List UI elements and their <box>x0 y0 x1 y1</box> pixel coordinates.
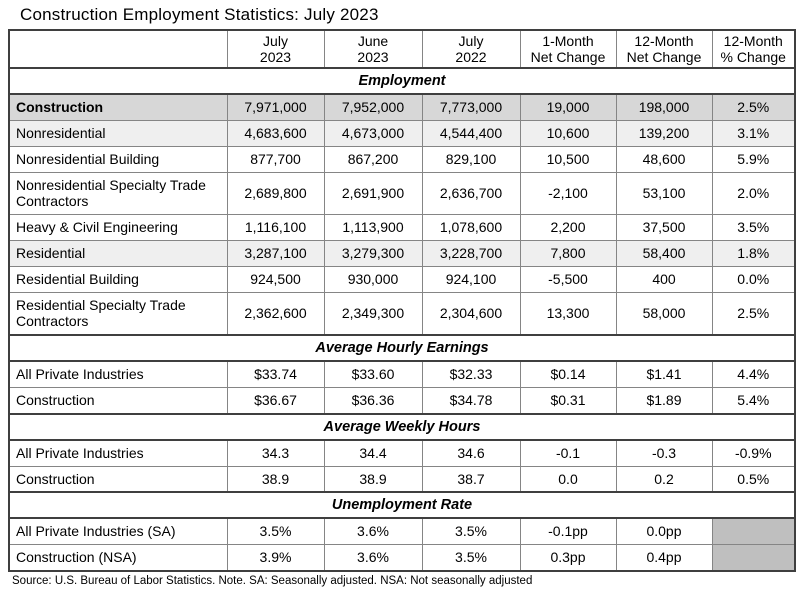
value-cell: 1,078,600 <box>422 215 520 241</box>
value-cell: $33.60 <box>324 361 422 387</box>
section-title: Unemployment Rate <box>9 492 795 518</box>
value-cell: $33.74 <box>227 361 324 387</box>
value-cell: 7,952,000 <box>324 94 422 120</box>
value-cell: 4.4% <box>712 361 795 387</box>
value-cell: 930,000 <box>324 266 422 292</box>
value-cell: 198,000 <box>616 94 712 120</box>
value-cell: 10,500 <box>520 146 616 172</box>
value-cell: 2.0% <box>712 172 795 215</box>
page-title: Construction Employment Statistics: July 2023 <box>20 5 379 24</box>
row-label: Construction <box>9 466 227 492</box>
value-cell: 1,113,900 <box>324 215 422 241</box>
column-header-row <box>9 30 795 68</box>
row-label: Residential <box>9 240 227 266</box>
value-cell: 0.0 <box>520 466 616 492</box>
row-label: Construction <box>9 387 227 413</box>
value-cell: $1.41 <box>616 361 712 387</box>
value-cell: 3.1% <box>712 120 795 146</box>
table-header <box>9 30 795 68</box>
value-cell: 34.3 <box>227 440 324 466</box>
table-row <box>9 440 795 466</box>
section-header-row <box>9 414 795 440</box>
value-cell: 2,304,600 <box>422 292 520 335</box>
statistics-table <box>8 29 796 572</box>
column-header-july-2022: July 2022 <box>422 30 520 68</box>
table-row <box>9 292 795 335</box>
value-cell: $0.31 <box>520 387 616 413</box>
value-cell: -5,500 <box>520 266 616 292</box>
row-label: Construction (NSA) <box>9 545 227 571</box>
value-cell: 3,228,700 <box>422 240 520 266</box>
value-cell: 2,691,900 <box>324 172 422 215</box>
value-cell: 3.5% <box>227 518 324 544</box>
value-cell: 877,700 <box>227 146 324 172</box>
value-cell: 0.5% <box>712 466 795 492</box>
value-cell: 4,673,000 <box>324 120 422 146</box>
table-row <box>9 545 795 571</box>
value-cell: 19,000 <box>520 94 616 120</box>
column-header-june-2023: June 2023 <box>324 30 422 68</box>
table-row <box>9 266 795 292</box>
section-title: Employment <box>9 68 795 94</box>
value-cell: 2,689,800 <box>227 172 324 215</box>
value-cell: $1.89 <box>616 387 712 413</box>
row-label: All Private Industries <box>9 440 227 466</box>
value-cell: 0.4pp <box>616 545 712 571</box>
value-cell: 38.9 <box>324 466 422 492</box>
value-cell: 0.2 <box>616 466 712 492</box>
table-row <box>9 240 795 266</box>
table-row <box>9 120 795 146</box>
value-cell: 37,500 <box>616 215 712 241</box>
corner-cell <box>9 30 227 68</box>
value-cell: 0.0pp <box>616 518 712 544</box>
value-cell: -0.1 <box>520 440 616 466</box>
section-header-row <box>9 335 795 361</box>
source-note: Source: U.S. Bureau of Labor Statistics. Note. SA: Seasonally adjusted. NSA: Not seasonally adjusted <box>12 574 533 587</box>
row-label: Residential Building <box>9 266 227 292</box>
value-cell: 3.9% <box>227 545 324 571</box>
value-cell: 58,400 <box>616 240 712 266</box>
value-cell: 400 <box>616 266 712 292</box>
value-cell: 0.0% <box>712 266 795 292</box>
table-row <box>9 215 795 241</box>
value-cell: 2,349,300 <box>324 292 422 335</box>
value-cell: $0.14 <box>520 361 616 387</box>
value-cell: 34.6 <box>422 440 520 466</box>
value-cell: 3,279,300 <box>324 240 422 266</box>
column-header-july-2023: July 2023 <box>227 30 324 68</box>
value-cell: -0.3 <box>616 440 712 466</box>
value-cell: -2,100 <box>520 172 616 215</box>
row-label: All Private Industries <box>9 361 227 387</box>
value-cell: 2,362,600 <box>227 292 324 335</box>
value-cell: 1,116,100 <box>227 215 324 241</box>
value-cell: 829,100 <box>422 146 520 172</box>
value-cell: 4,683,600 <box>227 120 324 146</box>
row-label: Nonresidential Specialty Trade Contractors <box>9 172 227 215</box>
column-header-12-month-pct-change: 12-Month % Change <box>712 30 795 68</box>
value-cell: 7,773,000 <box>422 94 520 120</box>
value-cell: 924,100 <box>422 266 520 292</box>
section-title: Average Hourly Earnings <box>9 335 795 361</box>
table-row <box>9 466 795 492</box>
value-cell: 10,600 <box>520 120 616 146</box>
row-label: All Private Industries (SA) <box>9 518 227 544</box>
table-row <box>9 361 795 387</box>
column-header-1-month-net-change: 1-Month Net Change <box>520 30 616 68</box>
value-cell-disabled <box>712 545 795 571</box>
column-header-12-month-net-change: 12-Month Net Change <box>616 30 712 68</box>
value-cell: 34.4 <box>324 440 422 466</box>
row-label: Heavy & Civil Engineering <box>9 215 227 241</box>
table-row <box>9 94 795 120</box>
value-cell: 3.5% <box>712 215 795 241</box>
section-header-row <box>9 492 795 518</box>
value-cell: 1.8% <box>712 240 795 266</box>
value-cell: $32.33 <box>422 361 520 387</box>
value-cell: 13,300 <box>520 292 616 335</box>
value-cell-disabled <box>712 518 795 544</box>
table-row <box>9 172 795 215</box>
value-cell: 3.6% <box>324 545 422 571</box>
value-cell: 7,971,000 <box>227 94 324 120</box>
table-row <box>9 146 795 172</box>
value-cell: $36.36 <box>324 387 422 413</box>
value-cell: 867,200 <box>324 146 422 172</box>
value-cell: $34.78 <box>422 387 520 413</box>
table-row <box>9 518 795 544</box>
value-cell: 2.5% <box>712 94 795 120</box>
row-label: Nonresidential Building <box>9 146 227 172</box>
value-cell: 3,287,100 <box>227 240 324 266</box>
table-row <box>9 387 795 413</box>
section-header-row <box>9 68 795 94</box>
row-label: Nonresidential <box>9 120 227 146</box>
value-cell: 2,636,700 <box>422 172 520 215</box>
value-cell: 58,000 <box>616 292 712 335</box>
row-label: Construction <box>9 94 227 120</box>
value-cell: 48,600 <box>616 146 712 172</box>
value-cell: $36.67 <box>227 387 324 413</box>
value-cell: 3.6% <box>324 518 422 544</box>
value-cell: 0.3pp <box>520 545 616 571</box>
value-cell: 7,800 <box>520 240 616 266</box>
value-cell: 38.7 <box>422 466 520 492</box>
value-cell: 5.9% <box>712 146 795 172</box>
value-cell: 4,544,400 <box>422 120 520 146</box>
section-title: Average Weekly Hours <box>9 414 795 440</box>
row-label: Residential Specialty Trade Contractors <box>9 292 227 335</box>
value-cell: 2,200 <box>520 215 616 241</box>
table-body <box>9 68 795 571</box>
value-cell: 3.5% <box>422 518 520 544</box>
value-cell: 2.5% <box>712 292 795 335</box>
value-cell: 139,200 <box>616 120 712 146</box>
value-cell: -0.1pp <box>520 518 616 544</box>
value-cell: 924,500 <box>227 266 324 292</box>
value-cell: 38.9 <box>227 466 324 492</box>
value-cell: 53,100 <box>616 172 712 215</box>
value-cell: 5.4% <box>712 387 795 413</box>
value-cell: -0.9% <box>712 440 795 466</box>
value-cell: 3.5% <box>422 545 520 571</box>
